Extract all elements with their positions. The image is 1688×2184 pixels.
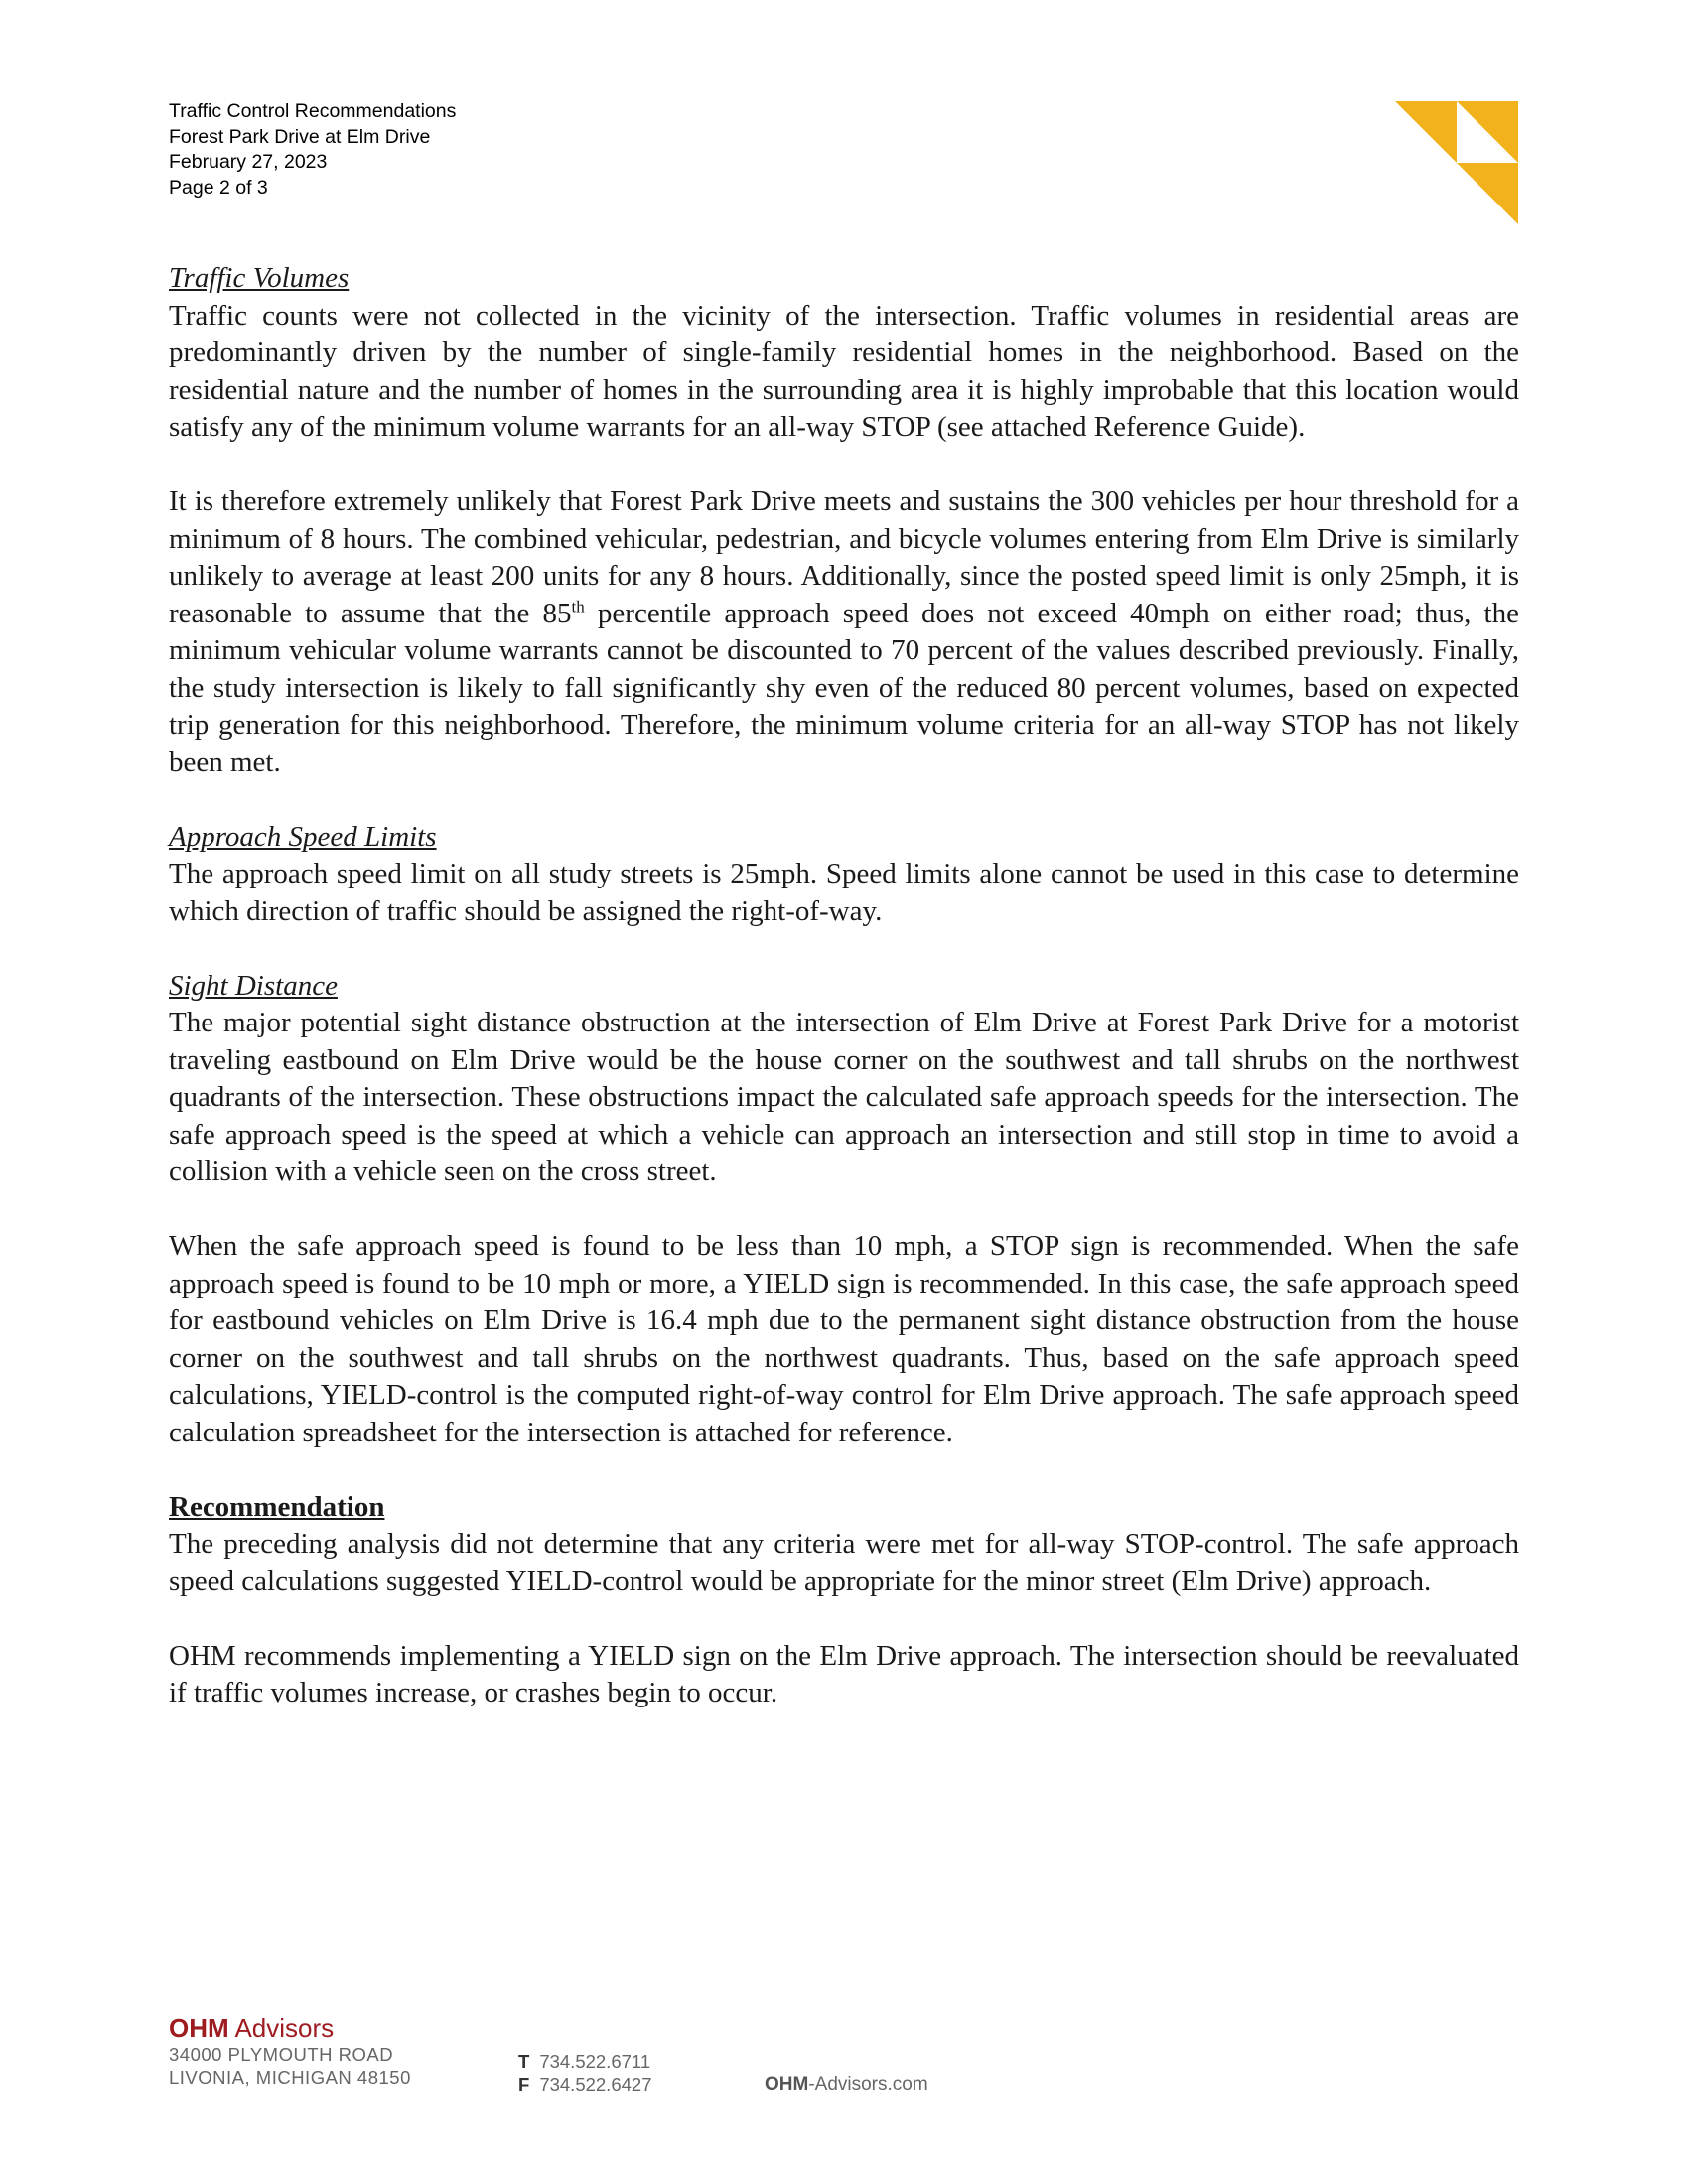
footer-brand-bold: OHM <box>169 2013 229 2043</box>
website-bold: OHM <box>765 2074 809 2095</box>
sight-distance-paragraph-1: The major potential sight distance obstruction at the intersection of Elm Drive at Forest Park Drive for a motorist traveling eastbound on Elm Drive would be the house corner on the southwest and tall shrubs on the northwest quadrants of the intersection. These obstructions impact the calculated safe approach speeds for the intersection. The safe approach speed is the speed at which a vehicle can approach an intersection and still stop in time to avoid a collision with a vehicle seen on the cross street. <box>169 1007 1519 1187</box>
traffic-volumes-paragraph-1: Traffic counts were not collected in the vicinity of the intersection. Traffic volumes in residential areas are predominantly driven by the number of single-family residential homes in the neighborhood. Based on the residential nature and the number of homes in the surrounding area it is highly improbable that this location would satisfy any of the minimum volume warrants for an all-way STOP (see attached Reference Guide). <box>169 299 1519 443</box>
header-page-number: Page 2 of 3 <box>169 176 268 199</box>
footer-phone <box>518 2050 651 2073</box>
traffic-volumes-paragraph-2 <box>169 483 1519 781</box>
ohm-triangles-logo-icon <box>1395 101 1518 224</box>
header-date: February 27, 2023 <box>169 151 328 173</box>
header-doc-title: Traffic Control Recommendations <box>169 100 457 122</box>
page-header <box>169 99 456 201</box>
approach-speed-paragraph: The approach speed limit on all study streets is 25mph. Speed limits alone cannot be used in this case to determine which direction of traffic should be assigned the right-of-way. <box>169 858 1519 927</box>
heading-sight-distance: Sight Distance <box>169 969 338 1002</box>
footer-fax <box>518 2073 651 2096</box>
recommendation-paragraph-2: OHM recommends implementing a YIELD sign on the Elm Drive approach. The intersection should be reevaluated if traffic volumes increase, or crashes begin to occur. <box>169 1639 1519 1708</box>
heading-approach-speed-limits: Approach Speed Limits <box>169 820 437 853</box>
heading-traffic-volumes: Traffic Volumes <box>169 262 350 294</box>
page-footer <box>169 2013 411 2089</box>
phone-label: T <box>518 2051 530 2072</box>
traffic-volumes-p2-part2: percentile approach speed does not exceed 40mph on either road; thus, the minimum vehicular volume warrants cannot be discounted to 70 percent of the values described previously. Finally, the study intersection is likely to fall significantly shy even of the reduced 80 percent volumes, based on expected trip generation for this neighborhood. Therefore, the minimum volume criteria for an all-way STOP has not likely been met. <box>169 597 1519 778</box>
footer-website <box>765 2074 928 2096</box>
website-rest: -Advisors.com <box>808 2074 928 2095</box>
sight-distance-paragraph-2: When the safe approach speed is found to be less than 10 mph, a STOP sign is recommended. When the safe approach speed is found to be 10 mph or more, a YIELD sign is recommended. In this case, the safe approach speed for eastbound vehicles on Elm Drive is 16.4 mph due to the permanent sight distance obstruction from the house corner on the southwest and tall shrubs on the northwest quadrants. Thus, based on the safe approach speed calculations, YIELD-control is the computed right-of-way control for Elm Drive approach. The safe approach speed calculation spreadsheet for the intersection is attached for reference. <box>169 1230 1519 1448</box>
ordinal-superscript: th <box>571 596 585 615</box>
footer-address-line-1: 34000 PLYMOUTH ROAD <box>169 2044 394 2065</box>
phone-number: 734.522.6711 <box>539 2051 651 2072</box>
heading-recommendation: Recommendation <box>169 1490 385 1523</box>
footer-brand-rest: Advisors <box>234 2013 335 2043</box>
fax-label: F <box>518 2074 530 2095</box>
letter-body <box>169 260 1519 1712</box>
footer-contact <box>518 2050 651 2096</box>
footer-brand <box>169 2013 411 2043</box>
header-location: Forest Park Drive at Elm Drive <box>169 125 431 148</box>
traffic-volumes-p2-part1: It is therefore extremely unlikely that Forest Park Drive meets and sustains the 300 vehicles per hour threshold for a minimum of 8 hours. The combined vehicular, pedestrian, and bicycle volumes entering from Elm Drive is similarly unlikely to average at least 200 units for any 8 hours. Additionally, since the posted speed limit is only 25mph, it is reasonable to assume that the 85 <box>169 485 1519 629</box>
recommendation-paragraph-1: The preceding analysis did not determine that any criteria were met for all-way STOP-control. The safe approach speed calculations suggested YIELD-control would be appropriate for the minor street (Elm Drive) approach. <box>169 1528 1519 1597</box>
footer-address-line-2: LIVONIA, MICHIGAN 48150 <box>169 2067 411 2088</box>
fax-number: 734.522.6427 <box>539 2074 652 2095</box>
